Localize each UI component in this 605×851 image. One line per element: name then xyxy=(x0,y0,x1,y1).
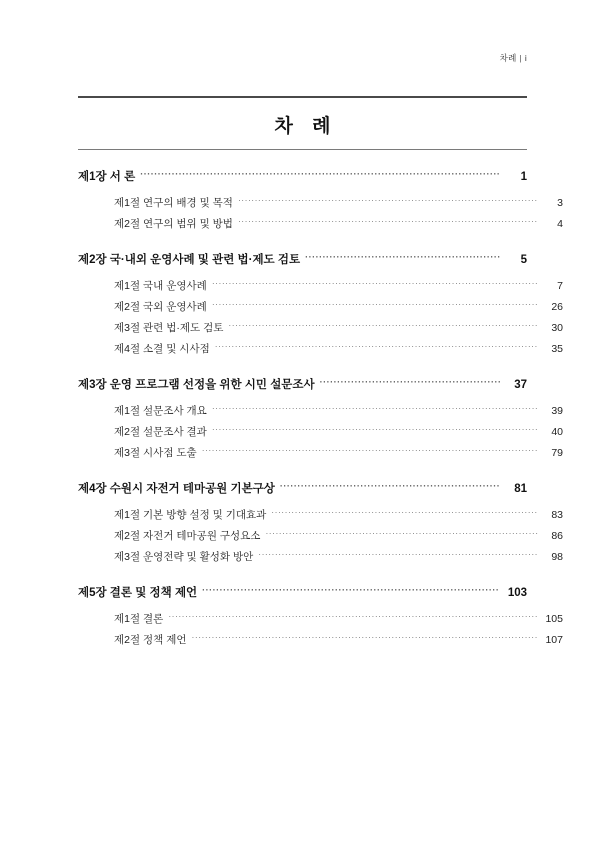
toc-section-page: 35 xyxy=(551,343,563,355)
toc-leader-dots xyxy=(140,169,500,181)
toc-section-page: 40 xyxy=(551,426,563,438)
toc-section-label: 제1절 연구의 배경 및 목적 xyxy=(114,197,233,209)
toc-section-label: 제3절 운영전략 및 활성화 방안 xyxy=(114,551,254,563)
toc-section-entry[interactable] xyxy=(78,528,563,543)
toc-leader-dots xyxy=(238,217,538,228)
toc-section-page: 26 xyxy=(551,301,563,313)
toc-section-page: 39 xyxy=(551,405,563,417)
toc-leader-dots xyxy=(228,321,538,332)
toc-section-label: 제2절 자전거 테마공원 구성요소 xyxy=(114,530,261,542)
toc-chapter-entry[interactable] xyxy=(78,584,527,600)
table-of-contents xyxy=(78,168,563,653)
toc-chapter-label: 제4장 수원시 자전거 테마공원 기본구상 xyxy=(78,483,275,495)
toc-chapter-group xyxy=(78,480,563,564)
toc-section-entry[interactable] xyxy=(78,320,563,335)
toc-chapter-label: 제3장 운영 프로그램 선정을 위한 시민 설문조사 xyxy=(78,379,315,391)
toc-section-entry[interactable] xyxy=(78,445,563,460)
toc-leader-dots xyxy=(212,300,538,311)
toc-section-page: 107 xyxy=(545,634,563,646)
running-header-page: i xyxy=(524,53,527,63)
toc-leader-dots xyxy=(202,585,500,597)
toc-chapter-page: 1 xyxy=(520,171,527,183)
toc-section-label: 제1절 국내 운영사례 xyxy=(114,280,207,292)
toc-section-label: 제1절 기본 방향 설정 및 기대효과 xyxy=(114,509,267,521)
toc-leader-dots xyxy=(212,279,538,290)
toc-leader-dots xyxy=(320,377,500,389)
toc-section-entry[interactable] xyxy=(78,299,563,314)
toc-leader-dots xyxy=(212,404,538,415)
toc-section-label: 제1절 설문조사 개요 xyxy=(114,405,207,417)
toc-chapter-page: 5 xyxy=(520,254,527,266)
toc-leader-dots xyxy=(168,612,538,623)
toc-section-page: 4 xyxy=(557,218,563,230)
title-rule-bottom xyxy=(78,149,527,150)
toc-section-page: 30 xyxy=(551,322,563,334)
running-header-label: 차례 xyxy=(499,53,517,63)
toc-section-entry[interactable] xyxy=(78,216,563,231)
toc-section-entry[interactable] xyxy=(78,278,563,293)
toc-section-page: 7 xyxy=(557,280,563,292)
toc-section-label: 제2절 정책 제언 xyxy=(114,634,187,646)
toc-leader-dots xyxy=(215,342,538,353)
toc-leader-dots xyxy=(258,550,538,561)
toc-section-label: 제3절 시사점 도출 xyxy=(114,447,197,459)
toc-section-label: 제2절 국외 운영사례 xyxy=(114,301,207,313)
toc-leader-dots xyxy=(212,425,538,436)
toc-chapter-page: 103 xyxy=(507,587,527,599)
running-header xyxy=(500,52,527,64)
toc-chapter-entry[interactable] xyxy=(78,168,527,184)
toc-leader-dots xyxy=(238,196,538,207)
toc-leader-dots xyxy=(265,529,538,540)
toc-chapter-page: 81 xyxy=(514,483,527,495)
toc-section-label: 제2절 설문조사 결과 xyxy=(114,426,207,438)
toc-section-page: 3 xyxy=(557,197,563,209)
toc-section-page: 86 xyxy=(551,530,563,542)
toc-section-page: 79 xyxy=(551,447,563,459)
toc-chapter-entry[interactable] xyxy=(78,480,527,496)
toc-chapter-label: 제5장 결론 및 정책 제언 xyxy=(78,587,198,599)
running-header-separator: | xyxy=(519,53,522,63)
toc-section-page: 98 xyxy=(551,551,563,563)
toc-chapter-group xyxy=(78,251,563,356)
toc-section-entry[interactable] xyxy=(78,195,563,210)
toc-chapter-label: 제1장 서 론 xyxy=(78,171,136,183)
toc-chapter-entry[interactable] xyxy=(78,251,527,267)
toc-section-page: 105 xyxy=(545,613,563,625)
toc-chapter-page: 37 xyxy=(514,379,527,391)
toc-leader-dots xyxy=(280,481,500,493)
toc-section-entry[interactable] xyxy=(78,507,563,522)
toc-leader-dots xyxy=(271,508,538,519)
toc-section-entry[interactable] xyxy=(78,341,563,356)
toc-section-entry[interactable] xyxy=(78,632,563,647)
toc-leader-dots xyxy=(192,633,538,644)
toc-section-entry[interactable] xyxy=(78,424,563,439)
toc-section-entry[interactable] xyxy=(78,403,563,418)
toc-chapter-group xyxy=(78,584,563,647)
toc-section-label: 제3절 관련 법·제도 검토 xyxy=(114,322,224,334)
toc-section-page: 83 xyxy=(551,509,563,521)
toc-section-entry[interactable] xyxy=(78,611,563,626)
toc-leader-dots xyxy=(305,252,500,264)
toc-section-label: 제4절 소결 및 시사점 xyxy=(114,343,210,355)
toc-leader-dots xyxy=(202,446,538,457)
toc-chapter-group xyxy=(78,168,563,231)
toc-section-label: 제1절 결론 xyxy=(114,613,164,625)
toc-section-label: 제2절 연구의 범위 및 방법 xyxy=(114,218,233,230)
title-block xyxy=(78,96,527,150)
toc-section-entry[interactable] xyxy=(78,549,563,564)
toc-chapter-entry[interactable] xyxy=(78,376,527,392)
toc-chapter-group xyxy=(78,376,563,460)
page-title: 차 례 xyxy=(274,116,338,137)
toc-chapter-label: 제2장 국·내외 운영사례 및 관련 법·제도 검토 xyxy=(78,254,301,266)
